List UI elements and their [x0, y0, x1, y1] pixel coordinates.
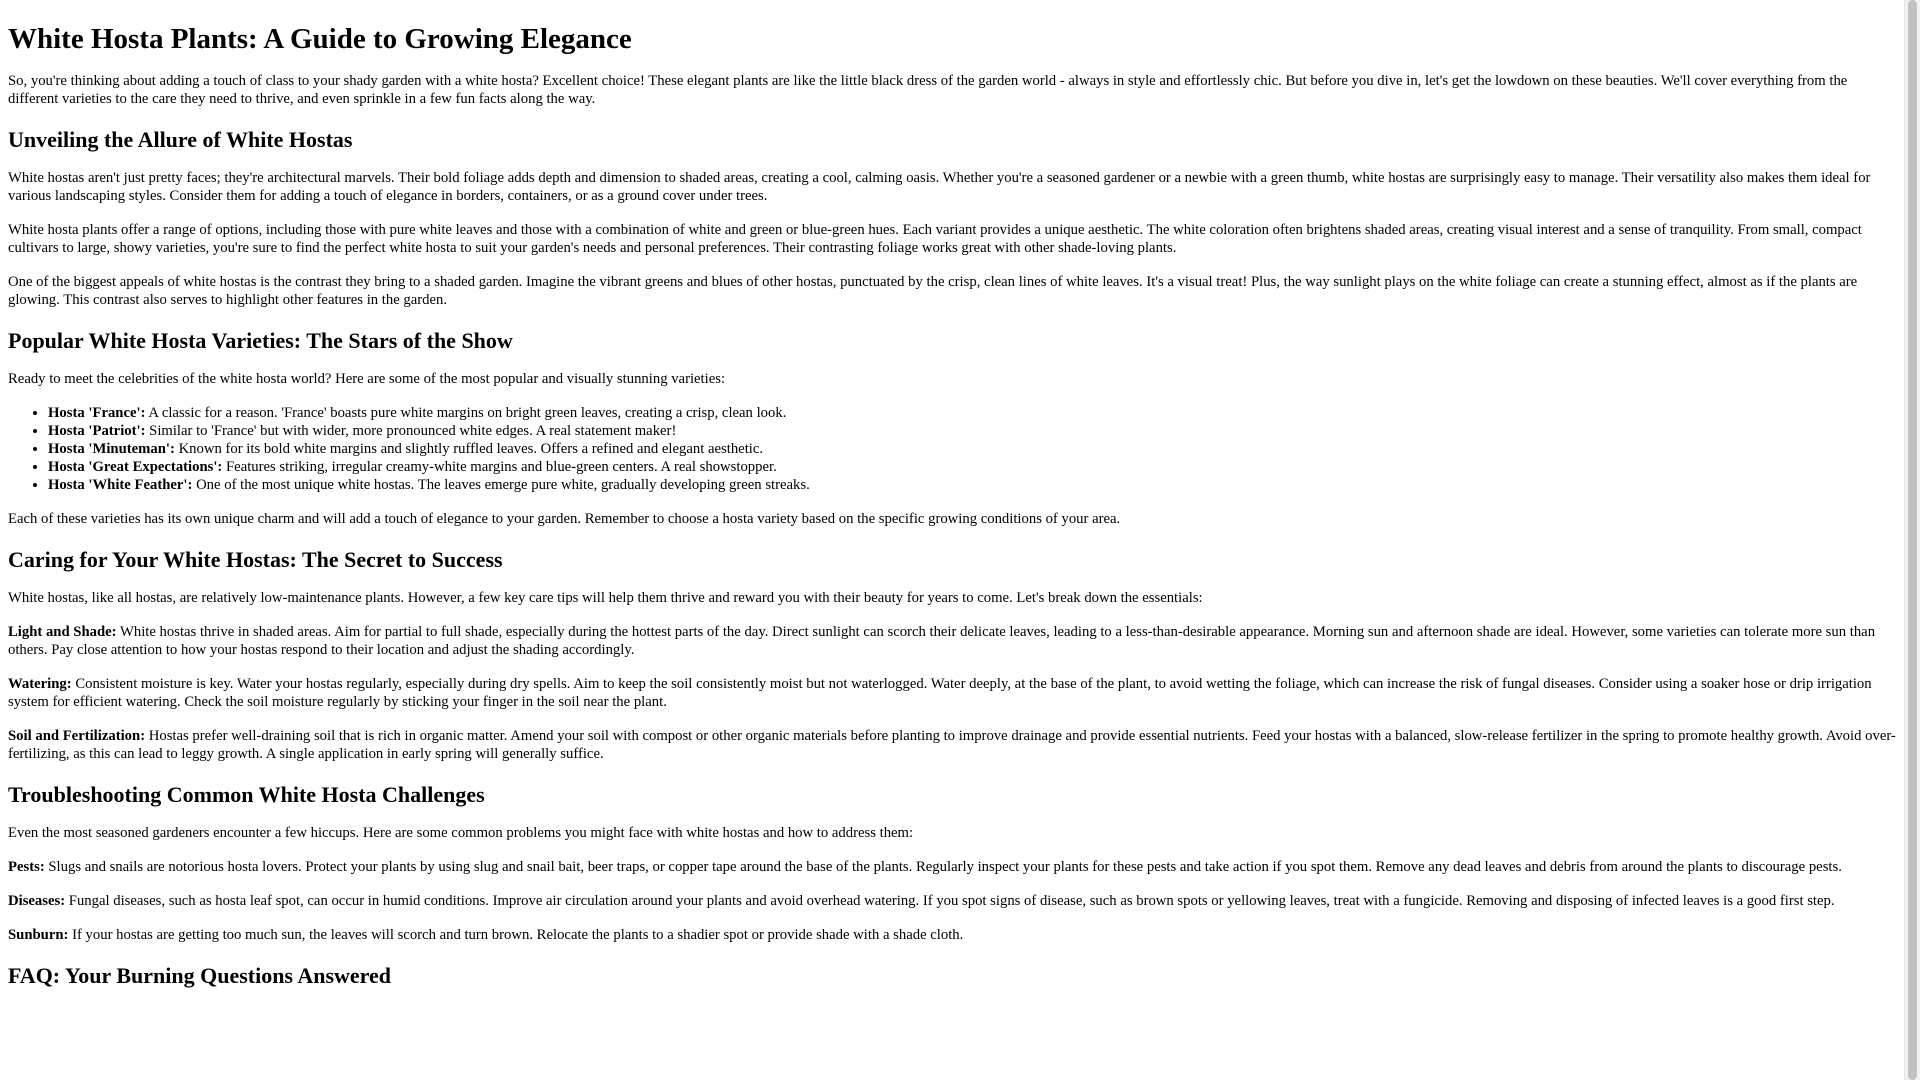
scrollbar-thumb[interactable] [1908, 0, 1917, 1080]
variety-description: One of the most unique white hostas. The leaves emerge pure white, gradually developing green streaks. [196, 477, 810, 493]
care-intro: White hostas, like all hostas, are relatively low-maintenance plants. However, a few key care tips will help them thrive and reward you with their beauty for years to come. Let's break down the essentials: [8, 590, 1203, 606]
troubleshooting-tip [8, 926, 1896, 944]
variety-description: A classic for a reason. 'France' boasts pure white margins on bright green leaves, creating a crisp, clean look. [148, 405, 787, 421]
varieties-list [8, 404, 1896, 494]
section-heading-care: Caring for Your White Hostas: The Secret to Success [8, 547, 503, 572]
variety-name: Hosta 'White Feather': [48, 477, 193, 493]
list-item [48, 458, 1896, 476]
allure-paragraph: White hostas aren't just pretty faces; they're architectural marvels. Their bold foliage adds depth and dimension to shaded areas, creating a cool, calming oasis. Whether you're a seasoned gardener or a newbie with a green thumb, white hostas are surprisingly easy to manage. Their versatility also makes them ideal for various landscaping styles. Consider them for adding a touch of elegance in borders, containers, or as a ground cover under trees. [8, 170, 1871, 204]
variety-name: Hosta 'Minuteman': [48, 441, 175, 457]
varieties-outro: Each of these varieties has its own unique charm and will add a touch of elegance to your garden. Remember to choose a hosta variety based on the specific growing conditions of your area. [8, 511, 1121, 527]
allure-paragraph: White hosta plants offer a range of options, including those with pure white leaves and those with a combination of white and green or blue-green hues. Each variant provides a unique aesthetic. The white coloration often brightens shaded areas, creating visual interest and a sense of tranquility. From small, compact cultivars to large, showy varieties, you're sure to find the perfect white hosta to suit your garden's needs and personal preferences. Their contrasting foliage works great with other shade-loving plants. [8, 222, 1862, 256]
variety-description: Similar to 'France' but with wider, more pronounced white edges. A real statement maker! [149, 423, 677, 439]
troubleshooting-tip-text: Fungal diseases, such as hosta leaf spot, can occur in humid conditions. Improve air circulation around your plants and avoid overhead watering. If you spot signs of disease, such as brown spots or yellowing leaves, treat with a fungicide. Removing and disposing of infected leaves is a good first step. [68, 893, 1835, 909]
care-tip [8, 623, 1896, 659]
care-tip [8, 675, 1896, 711]
list-item [48, 404, 1896, 422]
variety-name: Hosta 'Great Expectations': [48, 459, 223, 475]
troubleshooting-intro: Even the most seasoned gardeners encounter a few hiccups. Here are some common problems you might face with white hostas and how to address them: [8, 825, 914, 841]
article [8, 0, 1896, 989]
care-tip-label: Light and Shade: [8, 624, 117, 640]
variety-description: Known for its bold white margins and slightly ruffled leaves. Offers a refined and elegant aesthetic. [178, 441, 764, 457]
troubleshooting-tip-label: Diseases: [8, 893, 66, 909]
page-title: White Hosta Plants: A Guide to Growing Elegance [8, 23, 632, 55]
list-item [48, 476, 1896, 494]
care-tip [8, 727, 1896, 763]
varieties-intro: Ready to meet the celebrities of the white hosta world? Here are some of the most popular and visually stunning varieties: [8, 371, 726, 387]
care-tip-label: Watering: [8, 676, 72, 692]
allure-paragraph: One of the biggest appeals of white hostas is the contrast they bring to a shaded garden. Imagine the vibrant greens and blues of other hostas, punctuated by the crisp, clean lines of white leaves. It's a visual treat! Plus, the way sunlight plays on the white foliage can create a stunning effect, almost as if the plants are glowing. This contrast also serves to highlight other features in the garden. [8, 274, 1858, 308]
troubleshooting-tip-text: If your hostas are getting too much sun, the leaves will scorch and turn brown. Relocate the plants to a shadier spot or provide shade with a shade cloth. [72, 927, 964, 943]
list-item [48, 440, 1896, 458]
troubleshooting-tip-label: Sunburn: [8, 927, 69, 943]
section-heading-allure: Unveiling the Allure of White Hostas [8, 127, 353, 152]
section-heading-troubleshooting: Troubleshooting Common White Hosta Challenges [8, 782, 485, 807]
section-heading-faq: FAQ: Your Burning Questions Answered [8, 963, 392, 988]
variety-name: Hosta 'France': [48, 405, 146, 421]
troubleshooting-tip-text: Slugs and snails are notorious hosta lovers. Protect your plants by using slug and snail bait, beer traps, or copper tape around the base of the plants. Regularly inspect your plants for these pests and take action if you spot them. Remove any dead leaves and debris from around the plants to discourage pests. [48, 859, 1842, 875]
intro-paragraph: So, you're thinking about adding a touch of class to your shady garden with a white hosta? Excellent choice! These elegant plants are like the little black dress of the garden world - always in style and effortlessly chic. But before you dive in, let's get the lowdown on these beauties. We'll cover everything from the different varieties to the care they need to thrive, and even sprinkle in a few fun facts along the way. [8, 73, 1848, 107]
variety-name: Hosta 'Patriot': [48, 423, 146, 439]
list-item [48, 422, 1896, 440]
vertical-scrollbar[interactable] [1904, 0, 1920, 1080]
troubleshooting-tip [8, 858, 1896, 876]
care-tip-label: Soil and Fertilization: [8, 728, 146, 744]
care-tip-text: Consistent moisture is key. Water your hostas regularly, especially during dry spells. Aim to keep the soil consistently moist but not waterlogged. Water deeply, at the base of the plant, to avoid wetting the foliage, which can increase the risk of fungal diseases. Consider using a soaker hose or drip irrigation system for efficient watering. Check the soil moisture regularly by sticking your finger in the soil near the plant. [8, 676, 1872, 710]
variety-description: Features striking, irregular creamy-white margins and blue-green centers. A real showstopper. [226, 459, 777, 475]
troubleshooting-tip [8, 892, 1896, 910]
troubleshooting-tip-label: Pests: [8, 859, 45, 875]
section-heading-varieties: Popular White Hosta Varieties: The Stars of the Show [8, 328, 513, 353]
care-tip-text: Hostas prefer well-draining soil that is rich in organic matter. Amend your soil with compost or other organic materials before planting to improve drainage and provide essential nutrients. Feed your hostas with a balanced, slow-release fertilizer in the spring to promote healthy growth. Avoid over-fertilizing, as this can lead to leggy growth. A single application in early spring will generally suffice. [8, 728, 1896, 762]
care-tip-text: White hostas thrive in shaded areas. Aim for partial to full shade, especially during the hottest parts of the day. Direct sunlight can scorch their delicate leaves, leading to a less-than-desirable appearance. Morning sun and afternoon shade are ideal. However, some varieties can tolerate more sun than others. Pay close attention to how your hostas respond to their location and adjust the shading accordingly. [8, 624, 1876, 658]
